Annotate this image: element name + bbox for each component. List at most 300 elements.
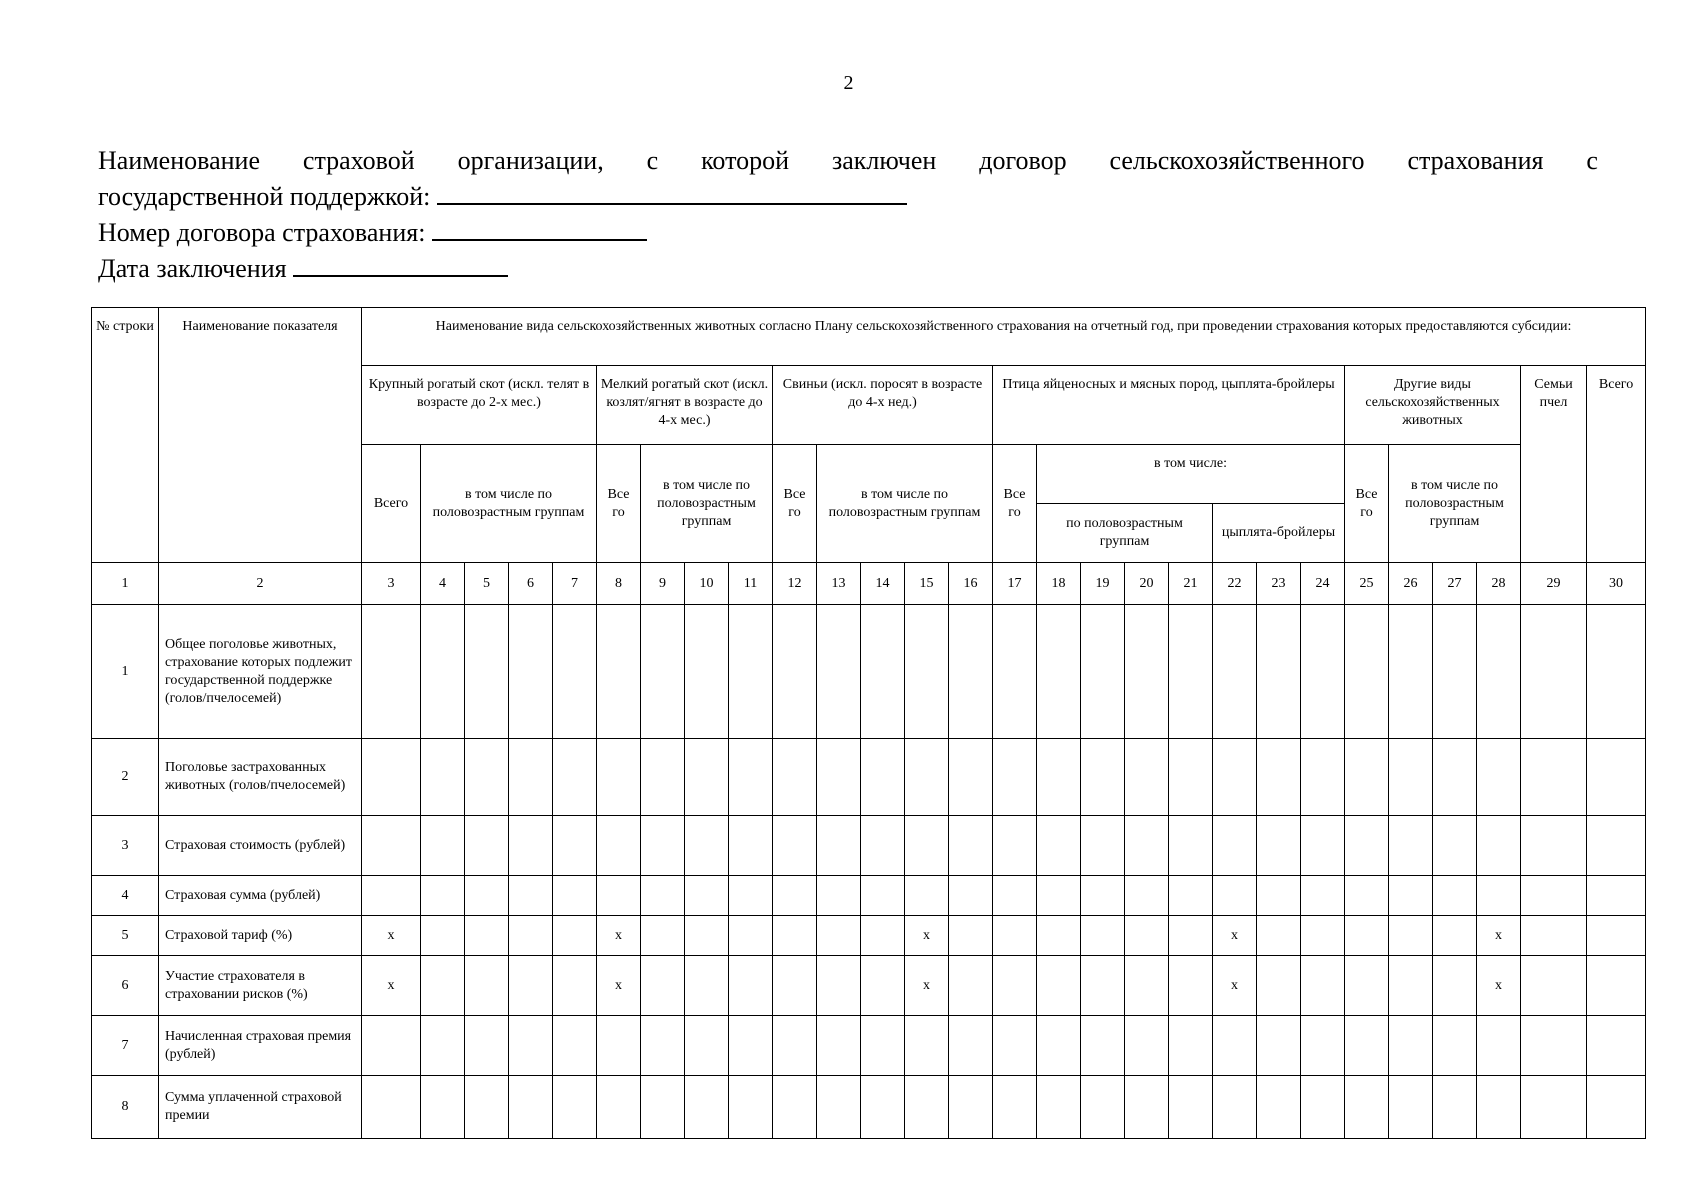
data-cell[interactable] [421,816,465,876]
data-cell[interactable] [1521,739,1587,816]
header-word: сельскохозяйственного [1109,146,1365,175]
data-cell[interactable] [1125,816,1169,876]
table-row [92,1076,1646,1139]
data-cell[interactable] [1433,739,1477,816]
data-cell[interactable] [641,605,685,739]
data-cell[interactable] [553,739,597,816]
data-cell[interactable] [509,1076,553,1139]
header-word: страхования [1407,146,1544,175]
header-cattle-by-age: в том числе по половозрастным группам [421,445,597,563]
data-cell[interactable] [1169,605,1213,739]
row-number: 5 [92,916,159,956]
data-cell[interactable] [1301,916,1345,956]
data-cell[interactable] [1037,1076,1081,1139]
data-cell[interactable] [993,956,1037,1016]
column-number: 20 [1125,563,1169,605]
header-word: Наименование [98,146,260,175]
data-cell[interactable] [421,916,465,956]
data-cell[interactable] [993,1076,1037,1139]
header-other-animals: Другие виды сельскохозяйственных животных [1345,366,1521,445]
row-label: Поголовье застрахованных животных (голов/пчелосемей) [159,739,362,816]
data-cell[interactable] [421,605,465,739]
data-cell[interactable] [1389,605,1433,739]
data-cell[interactable] [1125,876,1169,916]
data-cell[interactable] [362,1076,421,1139]
data-cell[interactable] [597,605,641,739]
data-cell[interactable] [362,876,421,916]
data-cell[interactable] [1257,956,1301,1016]
data-cell[interactable] [1345,876,1389,916]
not-applicable-mark: x [1477,956,1521,1016]
data-cell[interactable] [1169,916,1213,956]
column-number: 27 [1433,563,1477,605]
column-number: 21 [1169,563,1213,605]
data-cell[interactable] [817,956,861,1016]
data-cell[interactable] [509,739,553,816]
data-cell[interactable] [1125,739,1169,816]
data-cell[interactable] [1081,816,1125,876]
header-animal-types: Наименование вида сельскохозяйственных животных согласно Плану сельскохозяйственного страхования на отчетный год, при проведении страхования которых предоставляются субсидии: [362,308,1646,366]
data-cell[interactable] [553,816,597,876]
data-cell[interactable] [1125,956,1169,1016]
data-cell[interactable] [1389,739,1433,816]
header-word: организации, [457,146,604,175]
data-cell[interactable] [1587,916,1646,956]
data-cell[interactable] [1345,1076,1389,1139]
data-cell[interactable] [729,916,773,956]
data-cell[interactable] [993,605,1037,739]
header-indicator: Наименование показателя [159,308,362,563]
data-cell[interactable] [861,816,905,876]
data-cell[interactable] [1521,876,1587,916]
data-cell[interactable] [773,605,817,739]
row-label: Страховая сумма (рублей) [159,876,362,916]
data-cell[interactable] [949,876,993,916]
data-cell[interactable] [1433,605,1477,739]
data-cell[interactable] [509,1016,553,1076]
data-cell[interactable] [817,876,861,916]
data-cell[interactable] [1521,605,1587,739]
column-number: 19 [1081,563,1125,605]
column-number: 11 [729,563,773,605]
data-cell[interactable] [773,1076,817,1139]
data-cell[interactable] [861,956,905,1016]
data-cell[interactable] [362,816,421,876]
header-word: заключен [831,146,937,175]
row-label: Начисленная страховая премия (рублей) [159,1016,362,1076]
data-cell[interactable] [773,739,817,816]
data-cell[interactable] [861,916,905,956]
row-label: Участие страхователя в страховании рисков (%) [159,956,362,1016]
data-cell[interactable] [641,916,685,956]
data-cell[interactable] [1301,956,1345,1016]
data-cell[interactable] [861,739,905,816]
data-cell[interactable] [1433,876,1477,916]
data-cell[interactable] [1213,605,1257,739]
not-applicable-mark: x [597,916,641,956]
data-cell[interactable] [362,739,421,816]
data-cell[interactable] [597,1016,641,1076]
data-cell[interactable] [465,876,509,916]
column-number: 10 [685,563,729,605]
data-cell[interactable] [1301,605,1345,739]
data-cell[interactable] [817,916,861,956]
column-number: 24 [1301,563,1345,605]
data-cell[interactable] [553,605,597,739]
data-cell[interactable] [465,605,509,739]
data-cell[interactable] [1587,816,1646,876]
column-number: 9 [641,563,685,605]
data-cell[interactable] [861,876,905,916]
header-small-total: Все го [597,445,641,563]
data-cell[interactable] [421,1016,465,1076]
data-cell[interactable] [1125,605,1169,739]
data-cell[interactable] [685,916,729,956]
data-cell[interactable] [1125,1016,1169,1076]
data-cell[interactable] [1169,876,1213,916]
table-row [92,956,1646,1016]
data-cell[interactable] [509,916,553,956]
data-cell[interactable] [993,876,1037,916]
data-cell[interactable] [729,1016,773,1076]
data-cell[interactable] [1037,876,1081,916]
data-cell[interactable] [685,1076,729,1139]
data-cell[interactable] [685,956,729,1016]
data-cell[interactable] [1301,739,1345,816]
data-cell[interactable] [729,956,773,1016]
data-cell[interactable] [1125,1076,1169,1139]
data-cell[interactable] [773,956,817,1016]
data-cell[interactable] [641,1016,685,1076]
data-cell[interactable] [1081,1076,1125,1139]
data-cell[interactable] [509,956,553,1016]
data-cell[interactable] [685,816,729,876]
data-cell[interactable] [1169,739,1213,816]
data-cell[interactable] [1587,605,1646,739]
data-cell[interactable] [729,876,773,916]
data-cell[interactable] [773,1016,817,1076]
data-cell[interactable] [1345,916,1389,956]
data-cell[interactable] [1257,1016,1301,1076]
data-cell[interactable] [861,1076,905,1139]
data-cell[interactable] [1037,816,1081,876]
data-cell[interactable] [1433,816,1477,876]
data-cell[interactable] [1477,739,1521,816]
data-cell[interactable] [861,1016,905,1076]
data-cell[interactable] [1213,1076,1257,1139]
data-cell[interactable] [1587,956,1646,1016]
data-cell[interactable] [1037,605,1081,739]
data-cell[interactable] [1587,739,1646,816]
data-cell[interactable] [1257,739,1301,816]
data-cell[interactable] [1477,1076,1521,1139]
data-cell[interactable] [817,605,861,739]
data-cell[interactable] [641,956,685,1016]
data-cell[interactable] [362,605,421,739]
data-cell[interactable] [421,956,465,1016]
column-number: 4 [421,563,465,605]
not-applicable-mark: x [1213,916,1257,956]
data-cell[interactable] [553,956,597,1016]
data-cell[interactable] [362,1016,421,1076]
data-cell[interactable] [1169,1016,1213,1076]
data-cell[interactable] [817,739,861,816]
data-cell[interactable] [1169,1076,1213,1139]
data-cell[interactable] [1433,1076,1477,1139]
data-cell[interactable] [641,739,685,816]
column-number: 28 [1477,563,1521,605]
data-cell[interactable] [1169,956,1213,1016]
data-cell[interactable] [1037,956,1081,1016]
data-cell[interactable] [685,1016,729,1076]
data-cell[interactable] [1477,876,1521,916]
column-number: 22 [1213,563,1257,605]
insurance-form-table [91,307,1646,1139]
data-cell[interactable] [1257,916,1301,956]
header-word: договор [979,146,1067,175]
data-cell[interactable] [1213,816,1257,876]
data-cell[interactable] [1257,876,1301,916]
data-cell[interactable] [597,876,641,916]
data-cell[interactable] [1301,876,1345,916]
not-applicable-mark: x [1213,956,1257,1016]
data-cell[interactable] [1389,1016,1433,1076]
row-label: Страховой тариф (%) [159,916,362,956]
data-cell[interactable] [1257,605,1301,739]
data-cell[interactable] [421,876,465,916]
data-cell[interactable] [1081,739,1125,816]
data-cell[interactable] [817,1076,861,1139]
data-cell[interactable] [949,739,993,816]
data-cell[interactable] [1213,876,1257,916]
data-cell[interactable] [597,816,641,876]
data-cell[interactable] [1389,816,1433,876]
insurer-name-blank[interactable] [437,177,907,205]
column-number: 16 [949,563,993,605]
not-applicable-mark: x [362,916,421,956]
data-cell[interactable] [1521,816,1587,876]
column-number: 18 [1037,563,1081,605]
data-cell[interactable] [905,739,949,816]
data-cell[interactable] [1081,605,1125,739]
data-cell[interactable] [1587,1016,1646,1076]
data-cell[interactable] [553,1016,597,1076]
data-cell[interactable] [1521,1016,1587,1076]
header-other-by-age: в том числе по половозрастным группам [1389,445,1521,563]
data-cell[interactable] [1213,1016,1257,1076]
data-cell[interactable] [1081,956,1125,1016]
data-cell[interactable] [905,605,949,739]
contract-date-line [98,249,1598,285]
data-cell[interactable] [465,916,509,956]
column-number: 23 [1257,563,1301,605]
data-cell[interactable] [1587,1076,1646,1139]
data-cell[interactable] [1301,816,1345,876]
data-cell[interactable] [905,1016,949,1076]
data-cell[interactable] [993,816,1037,876]
row-number: 7 [92,1016,159,1076]
column-number: 1 [92,563,159,605]
data-cell[interactable] [1477,605,1521,739]
data-cell[interactable] [1257,816,1301,876]
data-cell[interactable] [861,605,905,739]
row-number: 4 [92,876,159,916]
data-cell[interactable] [1081,1016,1125,1076]
data-cell[interactable] [993,916,1037,956]
data-cell[interactable] [597,739,641,816]
data-cell[interactable] [641,816,685,876]
data-cell[interactable] [729,605,773,739]
column-number: 14 [861,563,905,605]
data-cell[interactable] [1081,916,1125,956]
not-applicable-mark: x [362,956,421,1016]
data-cell[interactable] [1037,916,1081,956]
row-number: 6 [92,956,159,1016]
data-cell[interactable] [421,739,465,816]
data-cell[interactable] [905,876,949,916]
column-number: 12 [773,563,817,605]
data-cell[interactable] [465,1016,509,1076]
contract-number-label: Номер договора страхования: [98,218,426,247]
contract-date-blank[interactable] [293,249,508,277]
data-cell[interactable] [729,1076,773,1139]
header-poultry: Птица яйценосных и мясных пород, цыплята-бройлеры [993,366,1345,445]
data-cell[interactable] [553,1076,597,1139]
column-number: 6 [509,563,553,605]
data-cell[interactable] [553,916,597,956]
column-number: 29 [1521,563,1587,605]
data-cell[interactable] [993,739,1037,816]
data-cell[interactable] [1477,1016,1521,1076]
data-cell[interactable] [685,739,729,816]
row-label: Общее поголовье животных, страхование которых подлежит государственной поддержке (голов/пчелосемей) [159,605,362,739]
data-cell[interactable] [465,1076,509,1139]
data-cell[interactable] [729,816,773,876]
not-applicable-mark: x [597,956,641,1016]
data-cell[interactable] [1587,876,1646,916]
data-cell[interactable] [1521,956,1587,1016]
data-cell[interactable] [1257,1076,1301,1139]
header-pigs-by-age: в том числе по половозрастным группам [817,445,993,563]
data-cell[interactable] [949,1016,993,1076]
data-cell[interactable] [509,816,553,876]
data-cell[interactable] [905,816,949,876]
data-cell[interactable] [949,956,993,1016]
data-cell[interactable] [1037,1016,1081,1076]
data-cell[interactable] [465,739,509,816]
page-number: 2 [843,72,854,94]
data-cell[interactable] [773,916,817,956]
data-cell[interactable] [1345,605,1389,739]
column-number: 15 [905,563,949,605]
not-applicable-mark: x [1477,916,1521,956]
data-cell[interactable] [509,605,553,739]
header-poultry-by-age: по половозрастным группам [1037,504,1213,563]
data-cell[interactable] [773,876,817,916]
data-cell[interactable] [421,1076,465,1139]
row-number: 1 [92,605,159,739]
data-cell[interactable] [1345,1016,1389,1076]
column-number: 8 [597,563,641,605]
data-cell[interactable] [1081,876,1125,916]
data-cell[interactable] [1389,1076,1433,1139]
data-cell[interactable] [817,1016,861,1076]
data-cell[interactable] [1345,956,1389,1016]
data-cell[interactable] [1213,739,1257,816]
data-cell[interactable] [1477,816,1521,876]
header-poultry-broilers: цыплята-бройлеры [1213,504,1345,563]
data-cell[interactable] [685,876,729,916]
data-cell[interactable] [1301,1016,1345,1076]
data-cell[interactable] [773,816,817,876]
not-applicable-mark: x [905,916,949,956]
data-cell[interactable] [1345,739,1389,816]
data-cell[interactable] [597,1076,641,1139]
form-header [98,145,1598,285]
table-row [92,739,1646,816]
data-cell[interactable] [1433,1016,1477,1076]
data-cell[interactable] [993,1016,1037,1076]
row-number: 3 [92,816,159,876]
column-number: 13 [817,563,861,605]
table-row [92,876,1646,916]
data-cell[interactable] [1389,956,1433,1016]
header-cattle: Крупный рогатый скот (искл. телят в возрасте до 2-х мес.) [362,366,597,445]
data-cell[interactable] [641,876,685,916]
data-cell[interactable] [1169,816,1213,876]
contract-number-blank[interactable] [432,213,647,241]
header-bee-colonies: Семьи пчел [1521,366,1587,563]
column-number: 2 [159,563,362,605]
data-cell[interactable] [1389,876,1433,916]
data-cell[interactable] [1521,1076,1587,1139]
header-word: которой [701,146,790,175]
data-cell[interactable] [949,1076,993,1139]
data-cell[interactable] [949,916,993,956]
data-cell[interactable] [509,876,553,916]
header-row-number: № строки [92,308,159,563]
data-cell[interactable] [1521,916,1587,956]
data-cell[interactable] [553,876,597,916]
data-cell[interactable] [1433,916,1477,956]
data-cell[interactable] [949,605,993,739]
data-cell[interactable] [641,1076,685,1139]
column-number: 26 [1389,563,1433,605]
data-cell[interactable] [1389,916,1433,956]
data-cell[interactable] [1037,739,1081,816]
row-label: Сумма уплаченной страховой премии [159,1076,362,1139]
insurer-name-line-2 [98,177,1598,213]
data-cell[interactable] [1433,956,1477,1016]
data-cell[interactable] [905,1076,949,1139]
data-cell[interactable] [1301,1076,1345,1139]
data-cell[interactable] [1125,916,1169,956]
data-cell[interactable] [465,816,509,876]
row-number: 2 [92,739,159,816]
data-cell[interactable] [1345,816,1389,876]
row-number: 8 [92,1076,159,1139]
data-cell[interactable] [685,605,729,739]
column-number: 3 [362,563,421,605]
data-cell[interactable] [817,816,861,876]
data-cell[interactable] [729,739,773,816]
table-row [92,916,1646,956]
header-pigs-total: Все го [773,445,817,563]
data-cell[interactable] [949,816,993,876]
data-cell[interactable] [465,956,509,1016]
header-word: страховой [302,146,415,175]
header-small-by-age: в том числе по половозрастным группам [641,445,773,563]
